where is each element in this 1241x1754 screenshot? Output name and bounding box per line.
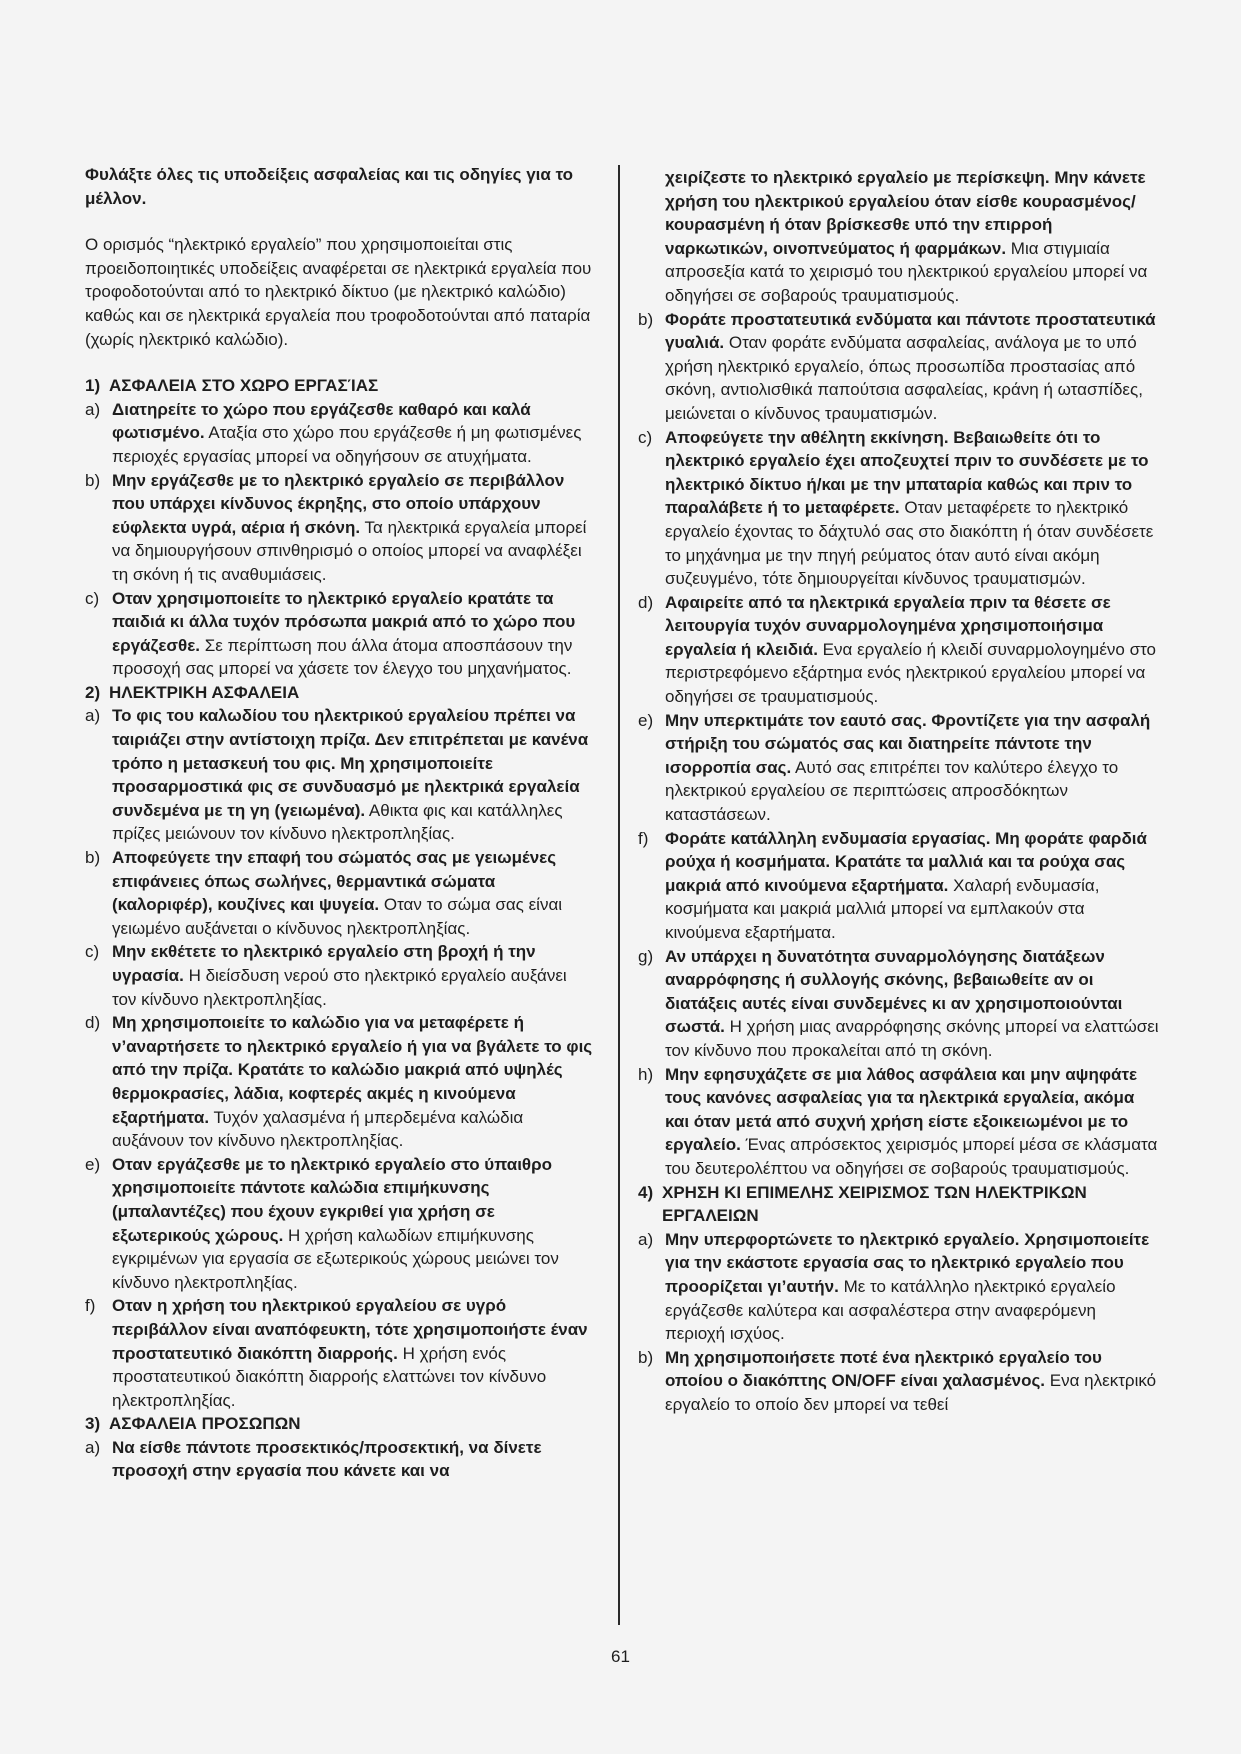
left-column	[85, 163, 595, 1483]
list-item: a) Μην υπερφορτώνετε το ηλεκτρικό εργαλείο. Χρησιμοποιείτε για την εκάστοτε εργασία σας το ηλεκτρικό εργαλείο που προορίζεται γι’αυτήν. Με το κατάλληλο ηλεκτρικό εργαλείο εργάζεσθε καλύτερα και ασφαλέστερα στην αναφερόμενη περιοχή ισχύος.	[638, 1229, 1150, 1344]
list-item: e) Οταν εργάζεσθε με το ηλεκτρικό εργαλείο στο ύπαιθρο χρησιμοποιείτε πάντοτε καλώδια επιμήκυνσης (μπαλαντέζες) που έχουν εγκριθεί για χρήση σε εξωτερικούς χώρους. Η χρήση καλωδίων επιμήκυνσης εγκριμένων για εργασία σε εξωτερικούς χώρους μειώνει τον κίνδυνο ηλεκτροπληξίας.	[85, 1154, 559, 1292]
section-4-heading: 4) ΧΡΗΣΗ ΚΙ ΕΠΙΜΕΛΗΣ ΧΕΙΡΙΣΜΟΣ ΤΩΝ ΗΛΕΚΤΡΙΚΩΝ ΕΡΓΑΛΕΙΩΝ	[638, 1182, 1087, 1226]
section-1-heading: 1) ΑΣΦΑΛΕΙΑ ΣΤΟ ΧΩΡΟ ΕΡΓΑΣΊΑΣ	[85, 376, 379, 396]
list-item: c) Αποφεύγετε την αθέλητη εκκίνηση. Βεβαιωθείτε ότι το ηλεκτρικό εργαλείο έχει αποζευχτεί πριν το συνδέσετε με το ηλεκτρικό δίκτυο ή/και με την μπαταρία καθώς και πριν το παραλάβετε ή το μεταφέρετε. Οταν μεταφέρετε το ηλεκτρικό εργαλείο έχοντας το δάχτυλό σας στο διακόπτη ή όταν συνδέσετε το μηχάνημα με την πηγή ρεύματος όταν αυτό είναι ακόμη συζευγμένο, τότε δημιουργείται κίνδυνος τραυματισμών.	[638, 427, 1154, 589]
right-column	[638, 166, 1160, 1416]
list-item: d) Μη χρησιμοποιείτε το καλώδιο για να μεταφέρετε ή ν’αναρτήσετε το ηλεκτρικό εργαλείο ή για να βγάλετε το φις από την πρίζα. Κρατάτε το καλώδιο μακριά από υψηλές θερμοκρασίες, λάδια, κοφτερές ακμές η κινούμενα εξαρτήματα. Τυχόν χαλασμένα ή μπερδεμένα καλώδια αυξάνουν τον κίνδυνο ηλεκτροπληξίας.	[85, 1013, 593, 1151]
list-item-continuation: χειρίζεστε το ηλεκτρικό εργαλείο με περίσκεψη. Μην κάνετε χρήση του ηλεκτρικού εργαλείου όταν είσθε κουρασμένος/κουρασμένη ή όταν βρίσκεσθε υπό την επιρροή ναρκωτικών, οινοπνεύματος ή φαρμάκων. Μια στιγμιαία απροσεξία κατά το χειρισμό του ηλεκτρικού εργαλείου μπορεί να οδηγήσει σε σοβαρούς τραυματισμούς.	[665, 168, 1148, 305]
page-number: 61	[611, 1647, 630, 1666]
intro-paragraph: Ο ορισμός “ηλεκτρικό εργαλείο” που χρησιμοποιείται στις προειδοποιητικές υποδείξεις αναφέρεται σε ηλεκτρικά εργαλεία που τροφοδοτούνται από το ηλεκτρικό δίκτυο (με ηλεκτρικό καλώδιο) καθώς και σε ηλεκτρικά εργαλεία που τροφοδοτούνται από παταρία (χωρίς ηλεκτρικό καλώδιο).	[85, 235, 592, 349]
list-item: a) Το φις του καλωδίου του ηλεκτρικού εργαλείου πρέπει να ταιριάζει στην αντίστοιχη πρίζα. Δεν επιτρέπεται με κανένα τρόπο η μετασκευή του φις. Μη χρησιμοποιείτε προσαρμοστικά φις σε συνδυασμό με ηλεκτρικά εργαλεία συνδεμένα με τη γη (γειωμένα). Αθικτα φις και κατάλληλες πρίζες μειώνουν τον κίνδυνο ηλεκτροπληξίας.	[85, 706, 589, 844]
keep-instructions-heading: Φυλάξτε όλες τις υποδείξεις ασφαλείας και τις οδηγίες για το μέλλον.	[85, 165, 574, 208]
list-item: c) Οταν χρησιμοποιείτε το ηλεκτρικό εργαλείο κρατάτε τα παιδιά κι άλλα τυχόν πρόσωπα μακριά από το χώρο που εργάζεσθε. Σε περίπτωση που άλλα άτομα αποσπάσουν την προσοχή σας μπορεί να χάσετε τον έλεγχο του μηχανήματος.	[85, 588, 576, 679]
list-item: f) Οταν η χρήση του ηλεκτρικού εργαλείου σε υγρό περιβάλλον είναι αναπόφευκτη, τότε χρησιμοποιήστε έναν προστατευτικό διακόπτη διαρροής. Η χρήση ενός προστατευτικού διακόπτη διαρροής ελαττώνει τον κίνδυνο ηλεκτροπληξίας.	[85, 1296, 588, 1410]
list-item: a) Διατηρείτε το χώρο που εργάζεσθε καθαρό και καλά φωτισμένο. Αταξία στο χώρο που εργάζεσθε ή μη φωτισμένες περιοχές εργασίας μπορεί να οδηγήσουν σε ατυχήματα.	[85, 399, 582, 466]
list-item: b) Φοράτε προστατευτικά ενδύματα και πάντοτε προστατευτικά γυαλιά. Οταν φοράτε ενδύματα ασφαλείας, ανάλογα με το υπό χρήση ηλεκτρικό εργαλείο, όπως προσωπίδα προστασίας από σκόνη, αντιολισθικά παπούτσια ασφαλείας, κράνη ή ωτασπίδες, μειώνεται ο κίνδυνος τραυματισμών.	[638, 309, 1156, 423]
column-divider	[618, 165, 620, 1625]
list-item: a) Να είσθε πάντοτε προσεκτικός/προσεκτική, να δίνετε προσοχή στην εργασία που κάνετε και να	[85, 1437, 542, 1481]
list-item: e) Μην υπερκτιμάτε τον εαυτό σας. Φροντίζετε για την ασφαλή στήριξη του σώματός σας και διατηρείτε πάντοτε την ισορροπία σας. Αυτό σας επιτρέπει τον καλύτερο έλεγχο το ηλεκτρικού εργαλείου σε περιπτώσεις απροσδόκητων καταστάσεων.	[638, 710, 1151, 825]
list-item: f) Φοράτε κατάλληλη ενδυμασία εργασίας. Μη φοράτε φαρδιά ρούχα ή κοσμήματα. Κρατάτε τα μαλλιά και τα ρούχα σας μακριά από κινούμενα εξαρτήματα. Χαλαρή ενδυμασία, κοσμήματα και μακριά μαλλιά μπορεί να εμπλακούν στα κινούμενα εξαρτήματα.	[638, 828, 1147, 942]
list-item: g) Αν υπάρχει η δυνατότητα συναρμολόγησης διατάξεων αναρρόφησης ή συλλογής σκόνης, βεβαιωθείτε αν οι διατάξεις αυτές είναι συνδεμένες κι αν χρησιμοποιούνται σωστά. Η χρήση μιας αναρρόφησης σκόνης μπορεί να ελαττώσει τον κίνδυνο που προκαλείται από τη σκόνη.	[638, 946, 1159, 1060]
list-item: b) Μη χρησιμοποιήσετε ποτέ ένα ηλεκτρικό εργαλείο του οποίου ο διακόπτης ON/OFF είναι χαλασμένος. Ενα ηλεκτρικό εργαλείο το οποίο δεν μπορεί να τεθεί	[638, 1347, 1157, 1414]
section-2-heading: 2) ΗΛΕΚΤΡΙΚΗ ΑΣΦΑΛΕΙΑ	[85, 682, 300, 702]
list-item: c) Μην εκθέτετε το ηλεκτρικό εργαλείο στη βροχή ή την υγρασία. Η διείσδυση νερού στο ηλεκτρικό εργαλείο αυξάνει τον κίνδυνο ηλεκτροπληξίας.	[85, 942, 567, 1009]
list-item: h) Μην εφησυχάζετε σε μια λάθος ασφάλεια και μην αψηφάτε τους κανόνες ασφαλείας για τα ηλεκτρικά εργαλεία, ακόμα και όταν μετά από συχνή χρήση είστε εξοικειωμένοι με το εργαλείο. Ένας απρόσεκτος χειρισμός μπορεί μέσα σε κλάσματα του δευτερολέπτου να οδηγήσει σε σοβαρούς τραυματισμούς.	[638, 1064, 1158, 1178]
section-3-heading: 3) ΑΣΦΑΛΕΙΑ ΠΡΟΣΩΠΩΝ	[85, 1414, 301, 1434]
list-item: d) Αφαιρείτε από τα ηλεκτρικά εργαλεία πριν τα θέσετε σε λειτουργία τυχόν συναρμολογημένα χρησιμοποιήσιμα εργαλεία ή κλειδιά. Ενα εργαλείο ή κλειδί συναρμολογημένο στο περιστρεφόμενο εξάρτημα ενός ηλεκτρικού εργαλείου μπορεί να οδηγήσει σε τραυματισμούς.	[638, 592, 1157, 707]
list-item: b) Μην εργάζεσθε με το ηλεκτρικό εργαλείο σε περιβάλλον που υπάρχει κίνδυνος έκρηξης, στο οποίο υπάρχουν εύφλεκτα υγρά, αέρια ή σκόνη. Τα ηλεκτρικά εργαλεία μπορεί να δημιουργήσουν σπινθηρισμό ο οποίος μπορεί να αναφλέξει τη σκόνη ή τις αναθυμιάσεις.	[85, 470, 587, 584]
list-item: b) Αποφεύγετε την επαφή του σώματός σας με γειωμένες επιφάνειες όπως σωλήνες, θερμαντικά σώματα (καλοριφέρ), κουζίνες και ψυγεία. Οταν το σώμα σας είναι γειωμένο αυξάνεται ο κίνδυνος ηλεκτροπληξίας.	[85, 848, 563, 938]
